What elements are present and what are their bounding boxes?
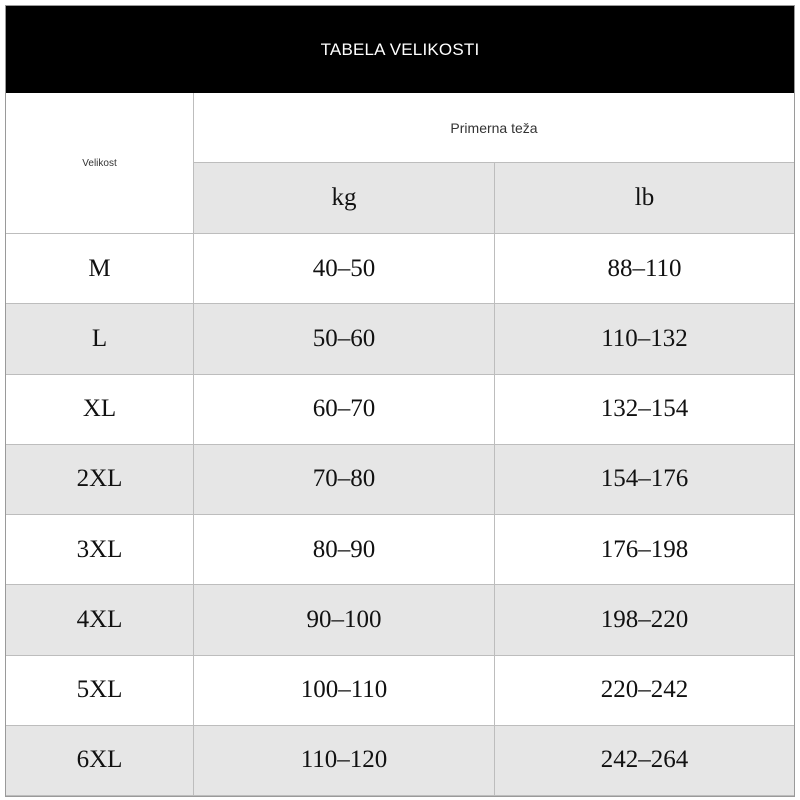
size-table <box>6 93 794 796</box>
cell-lb: 220–242 <box>495 656 794 726</box>
cell-size: 3XL <box>6 515 194 585</box>
cell-lb: 154–176 <box>495 445 794 515</box>
cell-size: M <box>6 234 194 304</box>
cell-kg: 100–110 <box>194 656 495 726</box>
cell-size: 5XL <box>6 656 194 726</box>
cell-lb: 132–154 <box>495 375 794 445</box>
cell-kg: 50–60 <box>194 304 495 374</box>
size-column-header: Velikost <box>6 93 194 234</box>
cell-size: 2XL <box>6 445 194 515</box>
cell-size: XL <box>6 375 194 445</box>
cell-size: L <box>6 304 194 374</box>
cell-lb: 88–110 <box>495 234 794 304</box>
cell-kg: 60–70 <box>194 375 495 445</box>
cell-kg: 70–80 <box>194 445 495 515</box>
size-chart <box>5 5 795 797</box>
weight-group-header: Primerna teža <box>194 93 794 163</box>
cell-lb: 198–220 <box>495 585 794 655</box>
cell-size: 4XL <box>6 585 194 655</box>
cell-kg: 40–50 <box>194 234 495 304</box>
cell-kg: 90–100 <box>194 585 495 655</box>
cell-kg: 110–120 <box>194 726 495 796</box>
cell-size: 6XL <box>6 726 194 796</box>
cell-lb: 242–264 <box>495 726 794 796</box>
cell-lb: 176–198 <box>495 515 794 585</box>
chart-title: TABELA VELIKOSTI <box>320 39 480 59</box>
chart-header <box>6 6 794 93</box>
cell-kg: 80–90 <box>194 515 495 585</box>
lb-column-header: lb <box>495 163 794 234</box>
cell-lb: 110–132 <box>495 304 794 374</box>
kg-column-header: kg <box>194 163 495 234</box>
